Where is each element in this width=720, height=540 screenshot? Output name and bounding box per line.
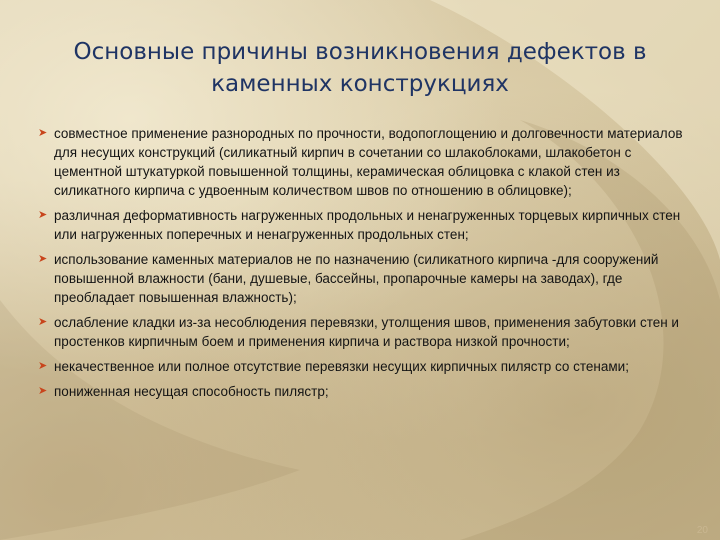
list-item-text: различная деформативность нагруженных продольных и ненагруженных торцевых кирпичных стен или нагруженных поперечных и ненагруженных продольных стен;	[54, 208, 681, 242]
list-item-text: ослабление кладки из-за несоблюдения перевязки, утолщения швов, применения забутовки стен и простенков кирпичным боем и применения кирпича и раствора низкой прочности;	[54, 315, 679, 349]
arrowhead-bullet-icon: ➤	[38, 385, 48, 397]
slide-number: 20	[696, 525, 708, 536]
list-item-text: пониженная несущая способность пилястр;	[54, 384, 329, 399]
list-item-text: использование каменных материалов не по назначению (силикатного кирпича -для сооружений повышенной влажности (бани, душевые, бассейны, пропарочные камеры на заводах), где преобладает повышенная влажность);	[54, 252, 659, 305]
list-item	[36, 124, 698, 200]
list-item	[36, 250, 698, 307]
arrowhead-bullet-icon: ➤	[38, 360, 48, 372]
arrowhead-bullet-icon: ➤	[38, 209, 48, 221]
list-item	[36, 357, 698, 376]
arrowhead-bullet-icon: ➤	[38, 127, 48, 139]
slide-title: Основные причины возникновения дефектов в каменных конструкциях	[73, 39, 647, 97]
list-item	[36, 313, 698, 351]
arrowhead-bullet-icon: ➤	[38, 253, 48, 265]
arrowhead-bullet-icon: ➤	[38, 316, 48, 328]
list-item	[36, 206, 698, 244]
list-item-text: совместное применение разнородных по прочности, водопоглощению и долговечности материалов для несущих конструкций (силикатный кирпич в сочетании со шлакоблоками, шлакобетон с цементной штукатуркой повышенной толщины, керамическая облицовка с клакой стен из силикатного кирпича с удвоенным количеством швов по отношению в облицовке);	[54, 126, 683, 198]
list-item	[36, 382, 698, 401]
list-item-text: некачественное или полное отсутствие перевязки несущих кирпичных пилястр со стенами;	[54, 359, 629, 374]
bullet-list	[36, 124, 698, 407]
